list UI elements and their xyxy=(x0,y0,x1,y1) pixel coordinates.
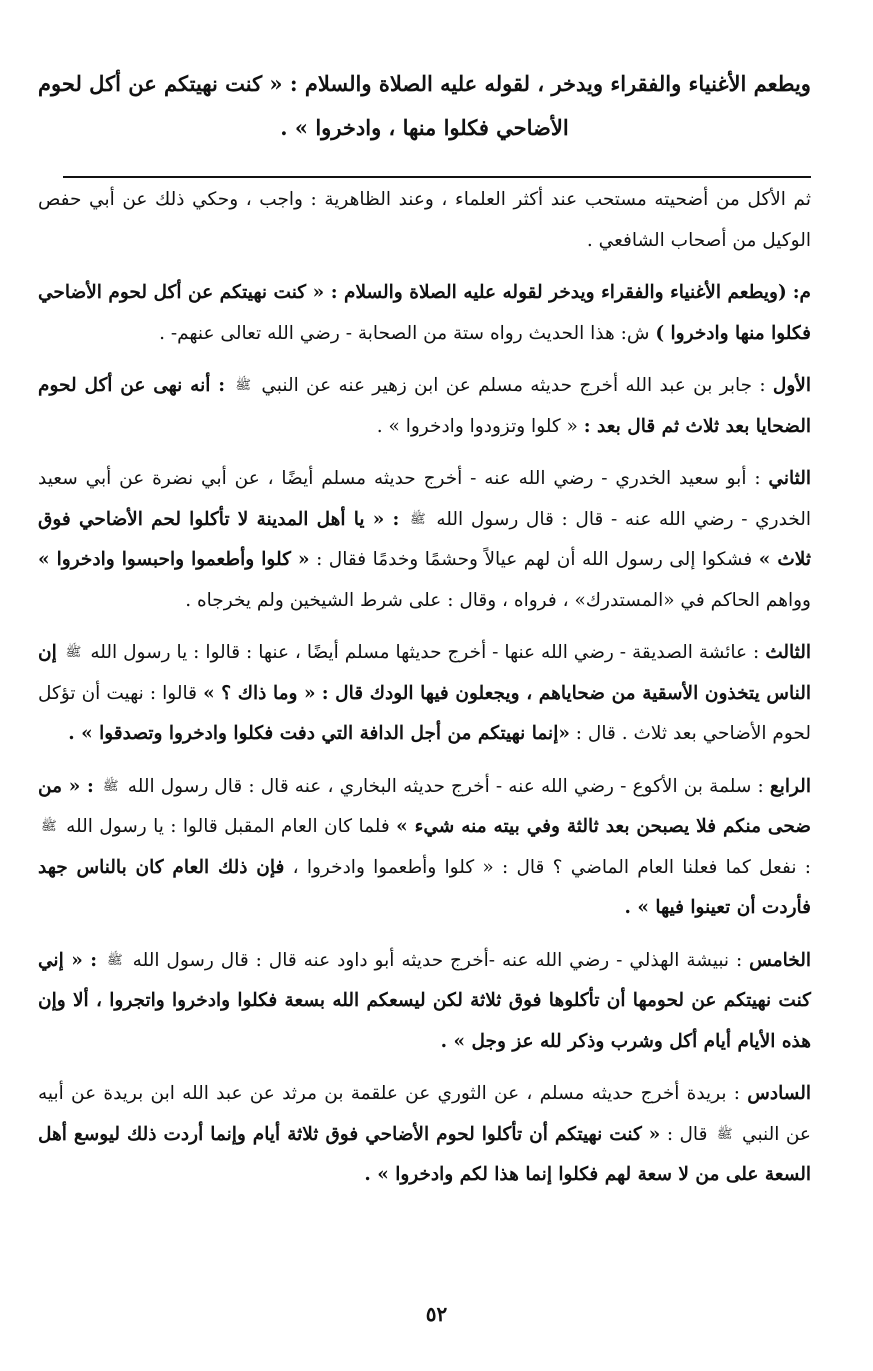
fifth-quote-a: : « إني كنت نهيتكم عن لحومها أن تأكلوها فوق ثلاثة لكن ليسعكم الله بسعة فكلوا وادخروا واتجروا ، ألا وإن هذه الأيام أيام أكل وشرب وذكر لله عز وجل » . xyxy=(38,949,811,1052)
third-quote-a: « وما ذاك ؟ » xyxy=(203,682,316,704)
pbuh-icon: ﷺ xyxy=(102,778,119,794)
third-label: الثالث xyxy=(765,642,811,663)
m-label: م: xyxy=(792,282,811,303)
first-quote-a: : أنه نهى عن أكل لحوم الضحايا بعد ثلاث ثم قال بعد : xyxy=(38,375,811,437)
fifth-narration xyxy=(38,941,811,1063)
pbuh-icon: ﷺ xyxy=(410,511,426,527)
fourth-quote-b: فإن ذلك العام كان بالناس جهد فأردت أن تعينوا فيها » . xyxy=(38,856,811,918)
fourth-quote-a: : « من ضحى منكم فلا يصبحن بعد ثالثة وفي بيته منه شيء » xyxy=(38,775,811,837)
third-text-a: : عائشة الصديقة - رضي الله عنها - أخرج حديثها مسلم أيضًا ، عنها : قالوا : يا رسول الله xyxy=(90,642,760,663)
third-text-c: قالوا : نهيت أن تؤكل لحوم الأضاحي بعد ثلاث . قال : xyxy=(38,682,811,744)
section-divider xyxy=(63,176,811,178)
sixth-narration xyxy=(38,1074,811,1196)
sixth-quote-a: « كنت نهيتكم أن تأكلوا لحوم الأضاحي فوق ثلاثة أيام وإنما أردت ذلك ليوسع أهل السعة على من لا سعة لهم فكلوا إنما هذا لكم وادخروا » . xyxy=(38,1123,811,1185)
second-text-a: : أبو سعيد الخدري - رضي الله عنه - أخرج حديثه مسلم أيضًا ، عن أبي نضرة عن أبي سعيد الخدري - رضي الله عنه - قال : قال رسول الله xyxy=(38,468,811,530)
pbuh-icon: ﷺ xyxy=(235,378,252,393)
pbuh-icon: ﷺ xyxy=(107,952,123,968)
m-quote: (ويطعم الأغنياء والفقراء ويدخر لقوله عليه الصلاة والسلام : « كنت نهيتكم عن أكل لحوم الأضاحي فكلوا منها وادخروا ) xyxy=(38,282,811,344)
fourth-label: الرابع xyxy=(769,775,811,797)
third-quote-b: «إنما نهيتكم من أجل الدافة التي دفت فكلوا وادخروا وتصدقوا » . xyxy=(68,723,570,744)
fourth-text-c: : نفعل كما فعلنا العام الماضي ؟ قال : « كلوا وأطعموا وادخروا ، xyxy=(292,856,811,878)
pbuh-icon: ﷺ xyxy=(65,645,82,660)
sixth-text-b: قال : xyxy=(666,1123,708,1145)
sixth-text-a: : بريدة أخرج حديثه مسلم ، عن الثوري عن علقمة بن مرثد عن عبد الله ابن بريدة عن أبيه عن النبي xyxy=(38,1083,811,1145)
m-paragraph xyxy=(38,273,811,354)
sixth-label: السادس xyxy=(747,1083,811,1104)
second-narration xyxy=(38,459,811,621)
first-label: الأول xyxy=(772,375,811,396)
commentary xyxy=(38,180,811,1208)
third-narration xyxy=(38,633,811,755)
fifth-text-a: : نبيشة الهذلي - رضي الله عنه -أخرج حديثه أبو داود عنه قال : قال رسول الله xyxy=(132,949,743,971)
sh-text: ش: هذا الحديث رواه ستة من الصحابة - رضي الله تعالى عنهم- . xyxy=(159,322,650,344)
page-number: ٥٢ xyxy=(425,1302,448,1326)
intro-paragraph: ثم الأكل من أضحيته مستحب عند أكثر العلماء ، وعند الظاهرية : واجب ، وحكي ذلك عن أبي حفص الوكيل من أصحاب الشافعي . xyxy=(38,189,811,251)
first-narration xyxy=(38,366,811,447)
pbuh-icon: ﷺ xyxy=(41,819,57,834)
second-quote-b: « كلوا وأطعموا واحبسوا وادخروا » xyxy=(38,549,310,570)
third-text-b: إن الناس يتخذون الأسقية من ضحاياهم ، ويجعلون فيها الودك قال : xyxy=(38,642,811,704)
fourth-text-b: فلما كان العام المقبل قالوا : يا رسول الله xyxy=(66,816,390,837)
fourth-narration xyxy=(38,767,811,929)
second-quote-a: : « يا أهل المدينة لا تأكلوا لحم الأضاحي فوق ثلاث » xyxy=(38,508,811,570)
first-text-b: « كلوا وتزودوا وادخروا » . xyxy=(376,415,578,437)
second-text-b: فشكوا إلى رسول الله أن لهم عيالاً وحشمًا وخدمًا فقال : xyxy=(316,549,753,570)
fourth-text-a: : سلمة بن الأكوع - رضي الله عنه - أخرج حديثه البخاري ، عنه قال : قال رسول الله xyxy=(127,775,764,797)
second-label: الثاني xyxy=(768,468,811,489)
pbuh-icon: ﷺ xyxy=(716,1126,733,1142)
fifth-label: الخامس xyxy=(749,949,812,971)
matn-text: ويطعم الأغنياء والفقراء ويدخر ، لقوله عليه الصلاة والسلام : « كنت نهيتكم عن أكل لحوم الأضاحي فكلوا منها ، وادخروا » . xyxy=(38,71,811,140)
second-text-c: وواهم الحاكم في «المستدرك» ، فرواه ، وقال : على شرط الشيخين ولم يخرجاه . xyxy=(185,589,811,611)
first-text-a: : جابر بن عبد الله أخرج حديثه مسلم عن ابن زهير عنه عن النبي xyxy=(261,375,766,396)
